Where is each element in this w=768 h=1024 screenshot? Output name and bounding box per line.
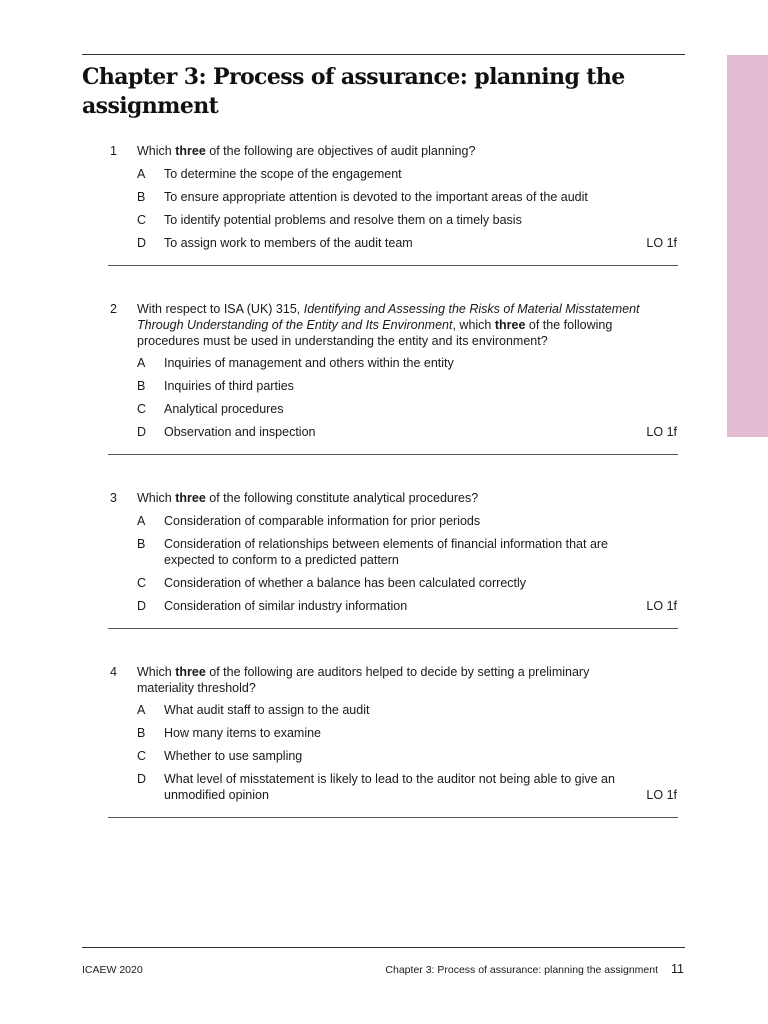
option-letter: D bbox=[137, 772, 147, 786]
question-stem: Which three of the following are objectives of audit planning? bbox=[137, 144, 476, 158]
footer-chapter-title: Chapter 3: Process of assurance: planning the assignment bbox=[385, 964, 658, 976]
learning-outcome-3: LO 1f bbox=[646, 599, 677, 613]
question-stem: Which three of the following are auditors helped to decide by setting a preliminary materiality threshold? bbox=[137, 665, 590, 695]
learning-outcome-1: LO 1f bbox=[646, 236, 677, 250]
option-text: To identify potential problems and resolve them on a timely basis bbox=[164, 213, 522, 227]
option-text: Inquiries of third parties bbox=[164, 379, 294, 393]
option-text: How many items to examine bbox=[164, 726, 322, 740]
option-text: Whether to use sampling bbox=[164, 749, 303, 763]
option-letter: B bbox=[137, 537, 146, 551]
footer-publisher: ICAEW 2020 bbox=[82, 964, 143, 976]
question-number: 4 bbox=[110, 665, 117, 679]
option-letter: A bbox=[137, 356, 146, 370]
question-divider bbox=[108, 454, 678, 455]
question-divider bbox=[108, 265, 678, 266]
option-letter: A bbox=[137, 514, 146, 528]
option-text: Consideration of similar industry information bbox=[164, 599, 408, 613]
chapter-side-tab bbox=[727, 55, 768, 437]
option-letter: D bbox=[137, 425, 147, 439]
question-divider bbox=[108, 628, 678, 629]
option-text: Inquiries of management and others within the entity bbox=[164, 356, 454, 370]
option-letter: A bbox=[137, 167, 146, 181]
option-text: To ensure appropriate attention is devoted to the important areas of the audit bbox=[164, 190, 588, 204]
option-letter: C bbox=[137, 213, 147, 227]
option-text: Analytical procedures bbox=[164, 402, 284, 416]
option-text: What audit staff to assign to the audit bbox=[164, 703, 370, 717]
footer-divider bbox=[82, 947, 685, 948]
option-letter: B bbox=[137, 379, 146, 393]
option-text: What level of misstatement is likely to lead to the auditor not being able to give an unmodified opinion bbox=[164, 772, 615, 802]
learning-outcome-2: LO 1f bbox=[646, 425, 677, 439]
question-stem: With respect to ISA (UK) 315, Identifying and Assessing the Risks of Material Misstatement Through Understanding of the Entity and Its Environment, which three of the following procedures must be used in understanding the entity and its environment? bbox=[137, 302, 640, 348]
question-number: 3 bbox=[110, 491, 117, 505]
chapter-title: Chapter 3: Process of assurance: planning the assignment bbox=[82, 64, 625, 119]
option-letter: D bbox=[137, 236, 147, 250]
option-letter: D bbox=[137, 599, 147, 613]
option-letter: B bbox=[137, 726, 146, 740]
page-number: 11 bbox=[671, 962, 684, 976]
option-text: Consideration of comparable information for prior periods bbox=[164, 514, 481, 528]
question-stem: Which three of the following constitute analytical procedures? bbox=[137, 491, 479, 505]
learning-outcome-4: LO 1f bbox=[646, 788, 677, 802]
option-letter: C bbox=[137, 749, 147, 763]
option-text: To determine the scope of the engagement bbox=[164, 167, 402, 181]
top-divider bbox=[82, 54, 685, 55]
option-letter: A bbox=[137, 703, 146, 717]
option-letter: B bbox=[137, 190, 146, 204]
option-text: Consideration of relationships between elements of financial information that are expected to conform to a predicted pattern bbox=[164, 537, 609, 567]
option-letter: C bbox=[137, 402, 147, 416]
question-divider bbox=[108, 817, 678, 818]
option-text: Observation and inspection bbox=[164, 425, 316, 439]
option-letter: C bbox=[137, 576, 147, 590]
option-text: To assign work to members of the audit team bbox=[164, 236, 413, 250]
question-number: 1 bbox=[110, 144, 117, 158]
question-number: 2 bbox=[110, 302, 117, 316]
option-text: Consideration of whether a balance has been calculated correctly bbox=[164, 576, 527, 590]
